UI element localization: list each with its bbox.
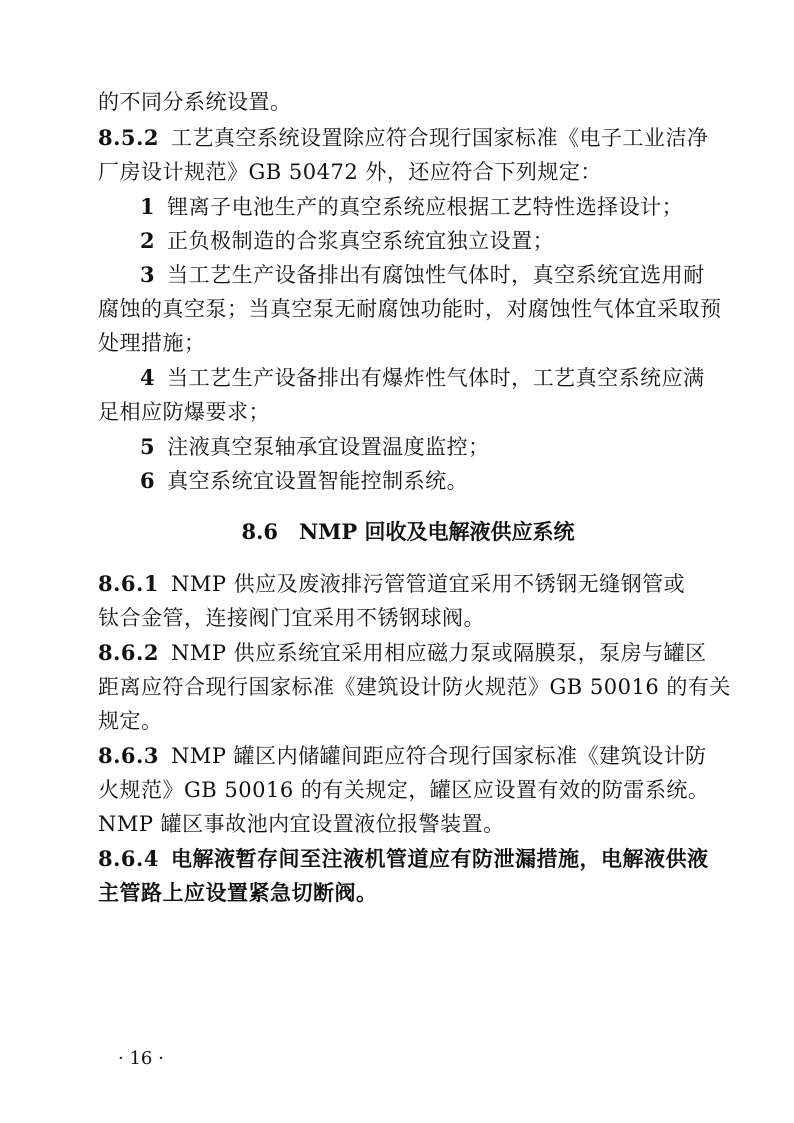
item-number: 4 [140, 365, 156, 390]
clause-number: 8.5.2 [98, 125, 159, 150]
clause-8-6-4 [98, 843, 708, 875]
paragraph-line [98, 705, 163, 737]
text-line: 注液真空泵轴承宜设置温度监控； [167, 435, 490, 459]
text-line: 处理措施； [98, 331, 206, 355]
text-line: 规定。 [98, 709, 163, 733]
clause-8-5-2 [98, 122, 708, 154]
text-line: 当工艺生产设备排出有爆炸性气体时，工艺真空系统应满 [167, 366, 705, 390]
paragraph-line [98, 774, 709, 806]
paragraph-line [98, 327, 206, 359]
text-line: 当工艺生产设备排出有腐蚀性气体时，真空系统宜选用耐 [167, 263, 705, 287]
text-line: 足相应防爆要求； [98, 400, 270, 424]
clause-8-6-2 [98, 637, 707, 669]
text-line: NMP 罐区内储罐间距应符合现行国家标准《建筑设计防 [170, 744, 707, 768]
text-line: 正负极制造的合浆真空系统宜独立设置； [167, 229, 555, 253]
list-item-5 [140, 431, 490, 463]
item-number: 6 [140, 468, 156, 493]
paragraph-line [98, 86, 292, 118]
list-item-2 [140, 225, 554, 257]
paragraph-line [98, 396, 270, 428]
item-number: 5 [140, 434, 156, 459]
item-number: 1 [140, 194, 156, 219]
text-line: 腐蚀的真空泵；当真空泵无耐腐蚀功能时，对腐蚀性气体宜采取预 [98, 297, 722, 321]
text-line: NMP 供应系统宜采用相应磁力泵或隔膜泵，泵房与罐区 [170, 641, 707, 665]
text-line: 钛合金管，连接阀门宜采用不锈钢球阀。 [98, 606, 485, 630]
paragraph-line [98, 602, 485, 634]
text-line: 距离应符合现行国家标准《建筑设计防火规范》GB 50016 的有关 [98, 675, 731, 699]
paragraph-line [98, 877, 378, 909]
item-number: 2 [140, 228, 156, 253]
page-number: · 16 · [118, 1048, 164, 1069]
paragraph-line [98, 156, 602, 188]
list-item-6 [140, 465, 468, 497]
clause-number: 8.6.1 [98, 571, 159, 596]
text-line: 真空系统宜设置智能控制系统。 [167, 469, 469, 493]
text-line: 电解液暂存间至注液机管道应有防泄漏措施，电解液供液 [170, 846, 709, 871]
text-line: 厂房设计规范》GB 50472 外，还应符合下列规定： [98, 160, 602, 184]
list-item-1 [140, 191, 683, 223]
text-line: NMP 供应及废液排污管管道宜采用不锈钢无缝钢管或 [170, 572, 686, 596]
paragraph-line [98, 671, 731, 703]
paragraph-line [98, 293, 722, 325]
list-item-3 [140, 259, 705, 291]
clause-number: 8.6.3 [98, 743, 159, 768]
text-line: 火规范》GB 50016 的有关规定，罐区应设置有效的防雷系统。 [98, 778, 710, 802]
item-number: 3 [140, 262, 156, 287]
clause-number: 8.6.4 [98, 846, 159, 871]
clause-number: 8.6.2 [98, 640, 159, 665]
clause-8-6-1 [98, 568, 685, 600]
text-line: 主管路上应设置紧急切断阀。 [98, 880, 378, 905]
text-line: 的不同分系统设置。 [98, 90, 292, 114]
text-line: NMP 罐区事故池内宜设置液位报警装置。 [98, 812, 505, 836]
list-item-4 [140, 362, 705, 394]
clause-8-6-3 [98, 740, 707, 772]
text-line: 锂离子电池生产的真空系统应根据工艺特性选择设计； [167, 195, 684, 219]
text-line: 工艺真空系统设置除应符合现行国家标准《电子工业洁净 [170, 126, 709, 150]
paragraph-line [98, 808, 505, 840]
section-heading: 8.6 NMP 回收及电解液供应系统 [241, 519, 575, 544]
